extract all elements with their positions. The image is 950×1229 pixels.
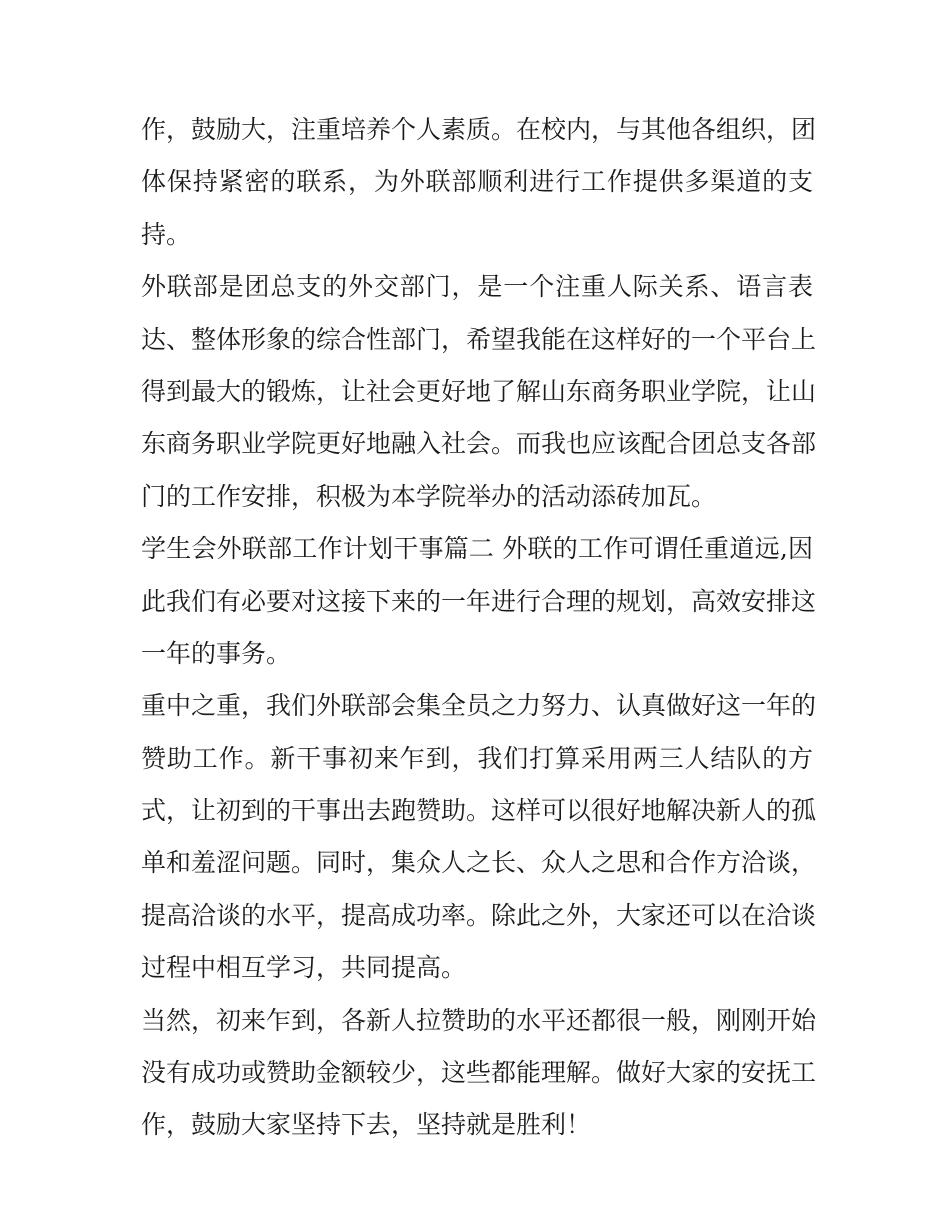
paragraph-2 [141,261,817,523]
text-line: 单和羞涩问题。同时，集众人之长、众人之思和合作方洽谈， [141,848,817,878]
text-line: 没有成功或赞助金额较少，这些都能理解。做好大家的安抚工 [141,1058,817,1088]
text-line: 作，鼓励大，注重培养个人素质。在校内，与其他各组织，团 [141,115,817,144]
document-body [141,104,817,1152]
text-line: 东商务职业学院更好地融入社会。而我也应该配合团总支各部 [141,429,817,459]
text-line: 一年的事务。 [141,638,292,668]
text-line: 门的工作安排，积极为本学院举办的活动添砖加瓦。 [141,481,717,511]
text-line: 外联部是团总支的外交部门，是一个注重人际关系、语言表 [141,272,813,302]
text-line: 过程中相互学习，共同提高。 [141,953,467,983]
text-line: 达、整体形象的综合性部门，希望我能在这样好的一个平台上 [141,324,817,354]
text-line: 当然，初来乍到，各新人拉赞助的水平还都很一般，刚刚开始 [141,1005,817,1035]
text-line: 此我们有必要对这接下来的一年进行合理的规划，高效安排这 [141,586,817,616]
text-line: 学生会外联部工作计划干事篇二 外联的工作可谓任重道远,因 [141,534,813,564]
text-line: 持。 [141,219,192,249]
paragraph-1 [141,104,817,261]
text-line: 重中之重，我们外联部会集全员之力努力、认真做好这一年的 [141,691,817,721]
text-line: 体保持紧密的联系，为外联部顺利进行工作提供多渠道的支 [141,167,813,197]
text-line: 赞助工作。新干事初来乍到，我们打算采用两三人结队的方 [141,743,813,773]
text-line: 得到最大的锻炼，让社会更好地了解山东商务职业学院，让山 [141,376,817,406]
text-line: 提高洽谈的水平，提高成功率。除此之外，大家还可以在洽谈 [141,900,817,930]
text-line: 作，鼓励大家坚持下去，坚持就是胜利！ [141,1110,592,1140]
paragraph-4 [141,680,817,994]
paragraph-5 [141,995,817,1152]
text-line: 式，让初到的干事出去跑赞助。这样可以很好地解决新人的孤 [141,796,817,826]
paragraph-3 [141,523,817,680]
